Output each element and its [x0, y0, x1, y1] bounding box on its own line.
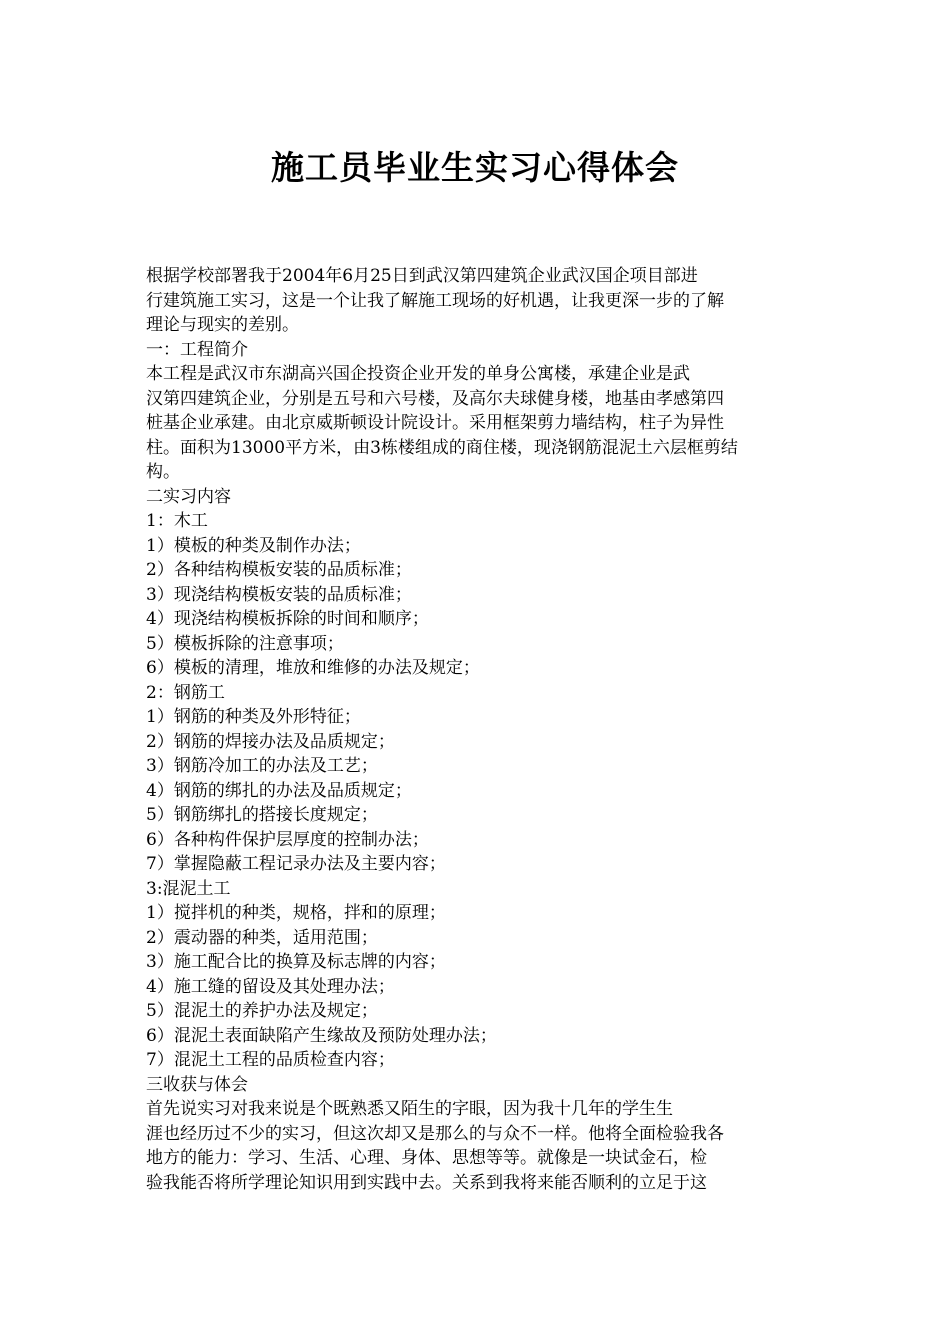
- text-line: 首先说实习对我来说是个既熟悉又陌生的字眼，因为我十几年的学生生: [146, 1099, 673, 1119]
- section-heading: 二实习内容: [146, 486, 231, 507]
- list-item: 4）现浇结构模板拆除的时间和顺序；: [146, 609, 429, 629]
- text-line: 行建筑施工实习，这是一个让我了解施工现场的好机遇，让我更深一步的了解: [146, 290, 724, 311]
- subsection-heading: 2：钢筋工: [146, 682, 225, 703]
- text-line: 验我能否将所学理论知识用到实践中去。关系到我将来能否顺利的立足于这: [146, 1172, 707, 1193]
- list-item: 2）震动器的种类，适用范围；: [146, 927, 378, 948]
- subsection-heading: 1：木工: [146, 511, 208, 531]
- list-item: 2）各种结构模板安装的品质标准；: [146, 560, 412, 580]
- section-heading: 一：工程简介: [146, 339, 248, 360]
- document-body: [146, 264, 826, 1195]
- list-item: 6）各种构件保护层厚度的控制办法；: [146, 829, 429, 850]
- list-item: 5）模板拆除的注意事项；: [146, 633, 344, 654]
- list-item: 7）掌握隐蔽工程记录办法及主要内容；: [146, 854, 446, 874]
- list-item: 1）钢筋的种类及外形特征；: [146, 707, 361, 727]
- text-line: 理论与现实的差别。: [146, 315, 299, 335]
- list-item: 5）钢筋绑扎的搭接长度规定；: [146, 805, 378, 825]
- text-line: 桩基企业承建。由北京威斯顿设计院设计。采用框架剪力墙结构，柱子为异性: [146, 413, 724, 433]
- list-item: 1）模板的种类及制作办法；: [146, 535, 361, 556]
- list-item: 3）钢筋冷加工的办法及工艺；: [146, 756, 378, 776]
- list-item: 5）混泥土的养护办法及规定；: [146, 1001, 378, 1021]
- subsection-heading: 3:混泥土工: [146, 878, 231, 899]
- list-item: 6）模板的清理，堆放和维修的办法及规定；: [146, 658, 480, 678]
- list-item: 2）钢筋的焊接办法及品质规定；: [146, 731, 395, 752]
- text-line: 构。: [146, 462, 180, 482]
- list-item: 3）现浇结构模板安装的品质标准；: [146, 584, 412, 605]
- list-item: 1）搅拌机的种类，规格，拌和的原理；: [146, 903, 446, 923]
- list-item: 6）混泥土表面缺陷产生缘故及预防处理办法；: [146, 1025, 497, 1046]
- text-line: 本工程是武汉市东湖高兴国企投资企业开发的单身公寓楼，承建企业是武: [146, 364, 690, 384]
- text-line: 汉第四建筑企业，分别是五号和六号楼，及高尔夫球健身楼，地基由孝感第四: [146, 388, 724, 409]
- section-heading: 三收获与体会: [146, 1074, 248, 1095]
- text-line: 地方的能力：学习、生活、心理、身体、思想等等。就像是一块试金石，检: [146, 1148, 707, 1168]
- list-item: 7）混泥土工程的品质检查内容；: [146, 1050, 395, 1070]
- document-title: 施工员毕业生实习心得体会: [271, 148, 679, 187]
- list-item: 4）钢筋的绑扎的办法及品质规定；: [146, 780, 412, 801]
- list-item: 4）施工缝的留设及其处理办法；: [146, 976, 395, 997]
- list-item: 3）施工配合比的换算及标志牌的内容；: [146, 952, 446, 972]
- text-line: 根据学校部署我于2004年6月25日到武汉第四建筑企业武汉国企项目部进: [146, 266, 698, 286]
- text-line: 涯也经历过不少的实习，但这次却又是那么的与众不一样。他将全面检验我各: [146, 1123, 724, 1144]
- text-line: 柱。面积为13000平方米，由3栋楼组成的商住楼，现浇钢筋混泥土六层框剪结: [146, 437, 738, 458]
